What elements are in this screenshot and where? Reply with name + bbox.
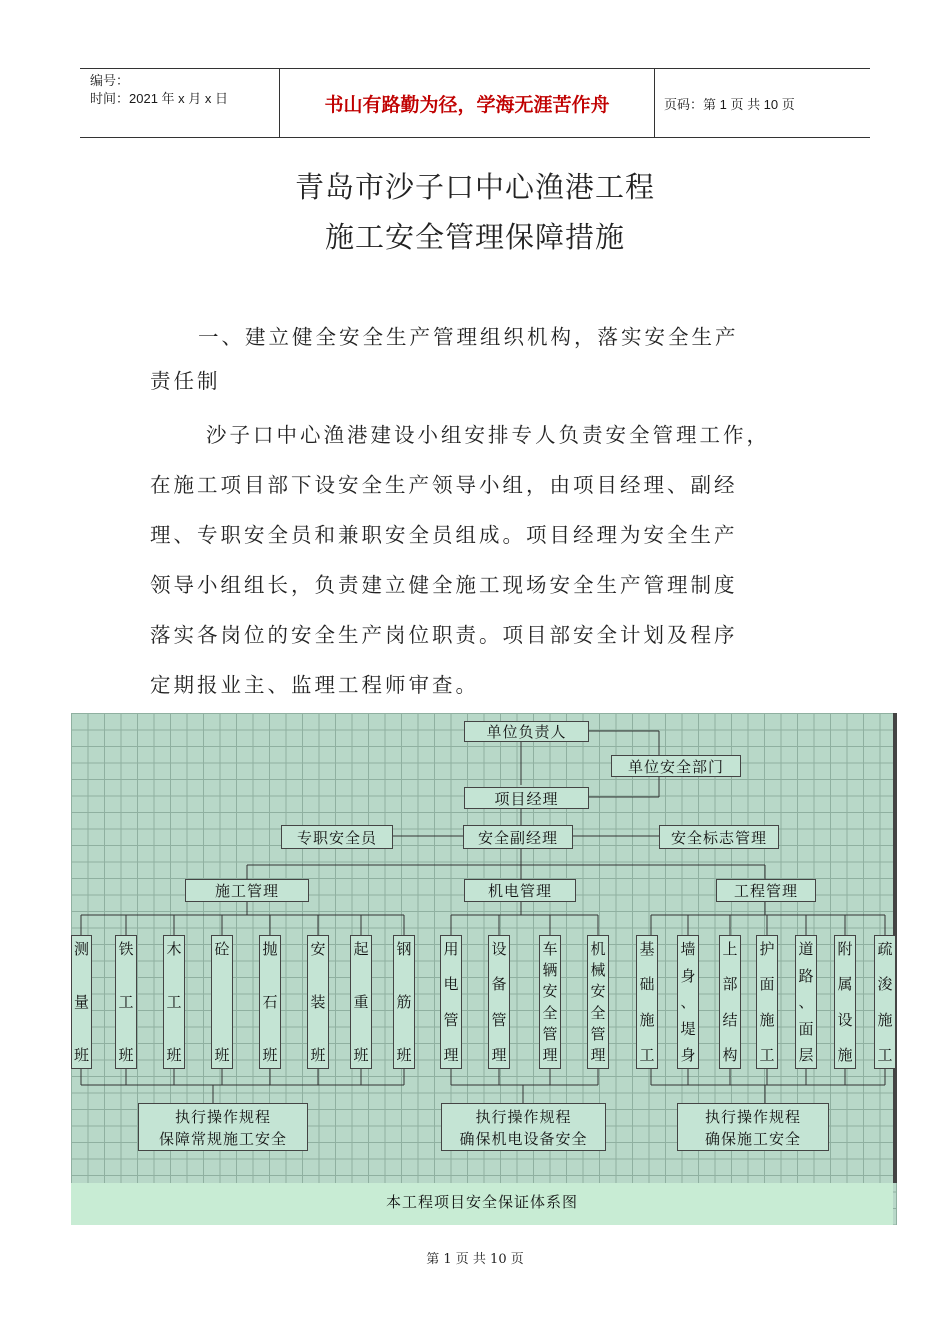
safety-org-chart	[71, 713, 897, 1225]
team-install-box: 安 装 班	[307, 935, 329, 1069]
chart-caption: 本工程项目安全保证体系图	[385, 1193, 578, 1211]
team-lifting-box: 起 重 班	[350, 935, 372, 1069]
rule-box-engineering: 执行操作规程 确保施工安全	[677, 1103, 829, 1151]
body-line: 理、专职安全员和兼职安全员组成。项目经理为安全生产	[150, 523, 738, 547]
rule-box-construction: 执行操作规程 保障常规施工安全	[138, 1103, 308, 1151]
project-manager-box: 项目经理	[464, 787, 589, 809]
rule-box-mechanical: 执行操作规程 确保机电设备安全	[441, 1103, 606, 1151]
time-label: 时间：2021 年 x 月 x 日	[90, 91, 228, 106]
header-motto: 书山有路勤为径，学海无涯苦作舟	[280, 69, 655, 137]
doc-title-line1: 青岛市沙子口中心渔港工程	[294, 170, 655, 204]
body-line: 领导小组组长，负责建立健全施工现场安全生产管理制度	[150, 573, 738, 597]
doc-title-line2: 施工安全管理保障措施	[324, 220, 625, 254]
team-rebar-box: 钢 筋 班	[393, 935, 415, 1069]
team-carpentry-box: 木 工 班	[163, 935, 185, 1069]
page-footer: 第 1 页 共 10 页	[426, 1252, 524, 1267]
section-heading	[150, 312, 810, 406]
mech-machinery-box: 机 械 安 全 管 理	[587, 935, 609, 1069]
work-foundation-box: 基 础 施 工	[636, 935, 658, 1069]
header-meta	[80, 69, 280, 137]
mech-equipment-box: 设 备 管 理	[488, 935, 510, 1069]
team-iron-box: 铁 工 班	[115, 935, 137, 1069]
body-line: 沙子口中心渔港建设小组安排专人负责安全管理工作，	[206, 423, 770, 447]
safety-dept-box: 单位安全部门	[611, 755, 741, 777]
work-ancillary-box: 附 属 设 施	[834, 935, 856, 1069]
work-dredging-box: 疏 浚 施 工	[874, 935, 896, 1069]
section-heading-line1: 一、建立健全安全生产管理组织机构，落实安全生产	[198, 325, 739, 349]
deputy-safety-manager-box: 安全副经理	[463, 825, 573, 849]
number-label: 编号：	[90, 73, 130, 88]
mech-vehicle-box: 车 辆 安 全 管 理	[539, 935, 561, 1069]
work-road-box: 道 路 、 面 层	[795, 935, 817, 1069]
safety-sign-mgmt-box: 安全标志管理	[659, 825, 779, 849]
page-header	[80, 68, 870, 138]
body-line: 落实各岗位的安全生产岗位职责。项目部安全计划及程序	[150, 623, 738, 647]
work-revetment-box: 护 面 施 工	[756, 935, 778, 1069]
team-riprap-box: 抛 石 班	[259, 935, 281, 1069]
work-superstructure-box: 上 部 结 构	[719, 935, 741, 1069]
work-wall-box: 墙 身 、 堤 身	[677, 935, 699, 1069]
body-line: 定期报业主、监理工程师审查。	[150, 673, 479, 697]
mech-power-box: 用 电 管 理	[440, 935, 462, 1069]
team-survey-box: 测 量 班	[71, 935, 92, 1069]
full-time-safety-officer-box: 专职安全员	[281, 825, 393, 849]
group-construction-box: 施工管理	[185, 879, 309, 902]
body-line: 在施工项目部下设安全生产领导小组，由项目经理、副经	[150, 473, 738, 497]
section-body	[150, 410, 810, 710]
team-concrete-box: 砼 班	[211, 935, 233, 1069]
group-engineering-box: 工程管理	[716, 879, 816, 902]
header-page-info: 页码：第 1 页 共 10 页	[664, 96, 795, 112]
group-mechanical-box: 机电管理	[464, 879, 576, 902]
unit-head-box: 单位负责人	[464, 721, 589, 742]
section-heading-line2: 责任制	[150, 369, 221, 393]
